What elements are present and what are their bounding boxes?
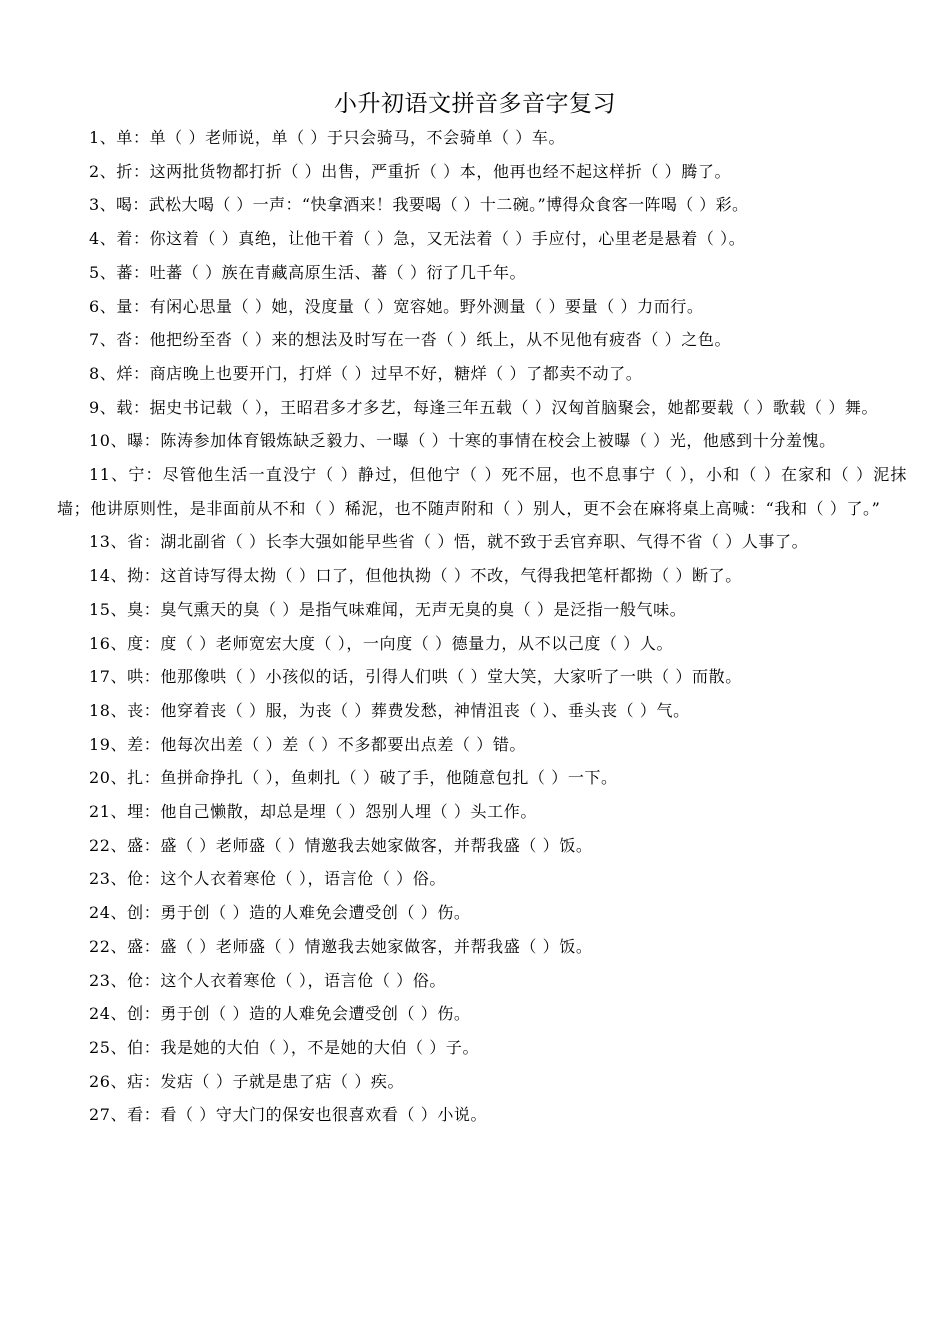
exercise-item: 25、伯：我是她的大伯（ ），不是她的大伯（ ）子。 [89,1037,480,1057]
exercise-item: 2、折：这两批货物都打折（ ）出售，严重折（ ）本，他再也经不起这样折（ ）腾了。 [89,161,732,181]
exercise-item: 10、曝：陈涛参加体育锻炼缺乏毅力、一曝（ ）十寒的事情在校会上被曝（ ）光，他感到十分羞愧。 [89,431,836,451]
exercise-item: 1、单：单（ ）老师说，单（ ）于只会骑马，不会骑单（ ）车。 [89,128,566,147]
exercise-item: 6、量：有闲心思量（ ）她，没度量（ ）宽容她。野外测量（ ）要量（ ）力而行。 [89,296,704,316]
exercise-item: 27、看：看（ ）守大门的保安也很喜欢看（ ）小说。 [89,1105,488,1125]
exercise-item: 15、臭：臭气熏天的臭（ ）是指气味难闻，无声无臭的臭（ ）是泛指一般气味。 [89,599,687,619]
exercise-item: 3、喝：武松大喝（ ）一声：“快拿酒来！我要喝（ ）十二碗。”博得众食客一阵喝（ ）彩。 [89,195,749,215]
exercise-item: 23、伧：这个人衣着寒伧（ ），语言伧（ ）俗。 [89,869,446,889]
exercise-item: 14、拗：这首诗写得太拗（ ）口了，但他执拗（ ）不改，气得我把笔杆都拗（ ）断了。 [89,566,742,586]
exercise-item: 5、蕃：吐蕃（ ）族在青藏高原生活、蕃（ ）衍了几千年。 [89,262,527,282]
exercise-item: 22、盛：盛（ ）老师盛（ ）情邀我去她家做客，并帮我盛（ ）饭。 [89,936,593,956]
exercise-item: 21、埋：他自己懒散，却总是埋（ ）怨别人埋（ ）头工作。 [89,802,537,822]
exercise-item: 13、省：湖北副省（ ）长李大强如能早些省（ ）悟，就不致于丢官弃职、气得不省（ ）人事了。 [89,532,809,552]
exercise-item: 26、痁：发痁（ ）子就是患了痁（ ）疾。 [89,1071,405,1091]
exercise-item: 20、扎：鱼拼命挣扎（ ），鱼刺扎（ ）破了手，他随意包扎（ ）一下。 [89,768,618,788]
exercise-item: 16、度：度（ ）老师宽宏大度（ ），一向度（ ）德量力，从不以己度（ ）人。 [89,633,674,653]
exercise-item: 17、哄：他那像哄（ ）小孩似的话，引得人们哄（ ）堂大笑，大家听了一哄（ ）而散。 [89,667,742,687]
exercise-item: 4、着：你这着（ ）真绝，让他干着（ ）急，又无法着（ ）手应付，心里老是悬着（ ）。 [89,229,746,249]
exercise-item: 19、差：他每次出差（ ）差（ ）不多都要出点差（ ）错。 [89,734,527,754]
exercise-item: 8、烊：商店晚上也要开门，打烊（ ）过早不好，糖烊（ ）了都卖不动了。 [89,363,643,383]
exercise-list [57,121,907,1132]
exercise-item: 22、盛：盛（ ）老师盛（ ）情邀我去她家做客，并帮我盛（ ）饭。 [89,835,593,855]
exercise-item: 11、宁：尽管他生活一直没宁（ ）静过，但他宁（ ）死不屈，也不息事宁（ ），小和（ ）在家和（ ）泥抹墙；他讲原则性，是非面前从不和（ ）稀泥，也不随声附和（ ）别人，更不会在麻将桌上高喊：“我和（ ）了。” [57,465,907,518]
exercise-item: 7、沓：他把纷至沓（ ）来的想法及时写在一沓（ ）纸上，从不见他有疲沓（ ）之色。 [89,330,732,350]
exercise-item: 18、丧：他穿着丧（ ）服，为丧（ ）葬费发愁，神情沮丧（ ）、垂头丧（ ）气。 [89,700,690,720]
exercise-item: 23、伧：这个人衣着寒伧（ ），语言伧（ ）俗。 [89,970,446,990]
page-title: 小升初语文拼音多音字复习 [334,91,616,117]
exercise-item: 24、创：勇于创（ ）造的人难免会遭受创（ ）伤。 [89,1004,471,1024]
exercise-item: 9、载：据史书记载（ ），王昭君多才多艺，每逢三年五载（ ）汉匈首脑聚会，她都要载（ ）歌载（ ）舞。 [89,397,879,417]
exercise-item: 24、创：勇于创（ ）造的人难免会遭受创（ ）伤。 [89,903,471,923]
